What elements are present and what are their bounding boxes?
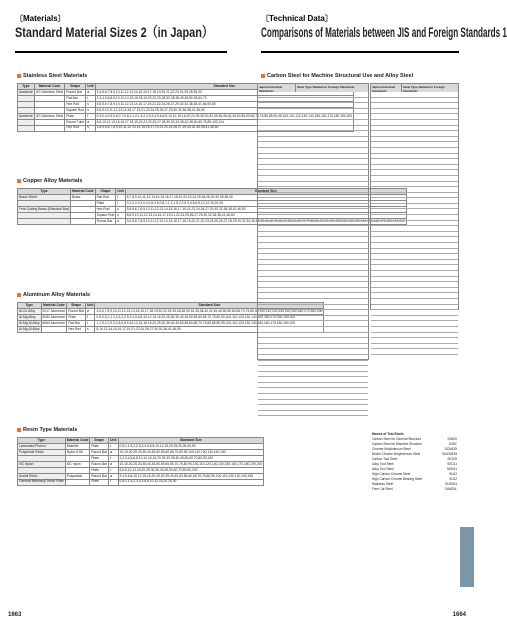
table-cell: Plate: [90, 455, 109, 461]
steel-code: SCM435: [444, 447, 457, 451]
table-cell: Polyamide Resin: [18, 449, 66, 455]
column-header: Type: [18, 189, 71, 195]
column-header: Standard Size: [95, 303, 324, 309]
section-marker-icon: [17, 74, 21, 78]
table-cell: [71, 218, 96, 224]
foreign-header-b: Steel Type Related to Foreign Standards: [403, 85, 445, 93]
table-cell: JIS Stainless Steel: [35, 89, 64, 94]
left-header: [15, 13, 227, 53]
table-cell: Round Bar: [65, 89, 86, 95]
section-heading: [17, 178, 82, 184]
right-header: [261, 13, 507, 53]
table-cell: t: [86, 113, 95, 119]
table-cell: s: [86, 326, 95, 332]
column-header: Standard Size: [95, 84, 354, 90]
table-cell: ø: [116, 218, 125, 224]
steel-name: Nickel Chrome Molybdenum Steel: [372, 452, 421, 456]
standard-size-cell: 0.5,0.8,1,1.2,1.5,2,2.5,3,4,5,6,8,10,12,15,16,20,25,30,35,40,45,50,55,60,65,70,75,80,90,100,110,120,130,140,150,160,170,180,190,200: [95, 314, 324, 320]
table-cell: Free-Cutting Brass (Extruded Bar): [19, 206, 70, 211]
standard-size-cell: 5,5.5,6,7,8,9,10,11,12,13,14,16,17,19,21,22,24,26,27,29,30,32,36,38,41,46,50,55: [95, 101, 354, 107]
table-cell: [18, 218, 71, 224]
steel-code: SUJ2: [449, 477, 457, 481]
table-cell: ø: [109, 461, 118, 467]
steel-name: Carbon Tool Steel: [372, 457, 398, 461]
standard-size-cell: 0.5,1,1.5,2,2.5,3,4,5,6,8,10,12,15,20,25,30,35,40,50: [118, 443, 264, 449]
table-cell: Flat Bar: [67, 320, 86, 326]
table-cell: s: [116, 206, 125, 212]
column-header: Material Code: [41, 303, 67, 309]
table-cell: Hex Rod: [65, 101, 86, 107]
test-steels-title: Names of Test Steels: [372, 432, 404, 436]
standard-size-cell: 6,8,10,12,13,15,16,17,18,19,20,21,22,25,27,28,30,32,34,38,42,48,50,60,76,89,102,114: [95, 119, 354, 125]
jis-header-a: Japan Industrial Standards: [258, 84, 296, 92]
table-cell: t: [109, 479, 118, 485]
size-table: [17, 437, 264, 486]
column-header: Type: [18, 303, 42, 309]
comparison-table-a: [257, 83, 369, 360]
table-cell: 5052 Aluminum: [42, 314, 66, 319]
steel-name: Free Cut Steel: [372, 487, 393, 491]
table-cell: [65, 479, 90, 485]
right-page: [237, 0, 507, 632]
steel-name: Carbon Steel for General Structure: [372, 437, 422, 441]
steel-name: Alloy Tool Steel: [372, 462, 394, 466]
standard-size-cell: 10,15,20,25,30,35,40,45,50,55,60,65,70,75,80,90,100,110,120,130,140,150,160,170,180,190,200: [119, 461, 263, 466]
table-cell: Laminated Phenol: [18, 443, 66, 449]
table-cell: MC nylon: [65, 461, 90, 467]
steel-code: SUM24L: [444, 487, 457, 491]
steel-name: Alloy Tool Steel: [372, 467, 394, 471]
test-steels-rows: [372, 437, 457, 492]
table-cell: t: [109, 443, 118, 449]
column-header: Material Code: [72, 188, 94, 193]
table-cell: ø: [86, 89, 95, 95]
steel-code: SKD61: [446, 467, 457, 471]
steel-code: SUJ2: [449, 472, 457, 476]
standard-size-cell: 6,7,8,9,10,11,12,13,14,15,16,17,18,19,20,22,24,25,26,28,30,32,35,38,40: [125, 194, 406, 200]
column-header: Type: [18, 438, 66, 444]
column-header: Unit: [110, 437, 117, 442]
table-cell: MC Nylon: [18, 461, 66, 467]
table-cell: Al-Mg Alloy: [18, 314, 42, 320]
table-cell: Hex Rod: [65, 125, 86, 131]
steel-name: High Carbon Chrome Steel: [372, 472, 411, 476]
steel-name: Chrome Molybdenum Steel: [372, 447, 411, 451]
table-row: [371, 349, 458, 355]
steel-name: High Carbon Chrome Bearing Steel: [372, 477, 423, 481]
section-heading: [17, 427, 77, 433]
table-cell: Round Bar: [91, 449, 108, 454]
standard-size-cell: 3,4,5,6,8,10,12,15,16,20,25,30,35,40,45,50,55,60,65,70,75,80,90,100,110,120,130,140,150: [118, 473, 264, 479]
table-cell: JIS Stainless Steel: [35, 113, 64, 118]
test-steels-list: [372, 432, 457, 492]
table-row: [258, 411, 368, 417]
table-cell: Round Bar: [95, 218, 116, 224]
standard-size-cell: 8,10,13,14,15,16,17,19,21,22,24,26,27,30,32,36,41,46,50: [95, 326, 324, 332]
standard-size-cell: 4,5,6,7,8,9,10,11,12,13,14,15,16,17,18,19,20,22,24,25,26,28,30,32,35,38,40,42,45,48,50,55,60,65,70,75,80,90,100,110,120,130,140,150,160,170,180,200: [96, 308, 323, 313]
steel-code: S45C: [449, 442, 457, 446]
section-heading: [17, 292, 90, 298]
right-page-title: Comparisons of Materials between JIS and Foreign Standards 1: [261, 24, 507, 40]
table-cell: 2017 Aluminum: [42, 308, 66, 313]
table-cell: 6063 Aluminum: [42, 320, 66, 325]
table-cell: Nylon 6·66: [65, 449, 90, 455]
standard-size-cell: 1,1.5,2,2.5,3,4,5,6,8,9,10,12,15,16,19,20,25,30,35,40,45,50,55,60,65,70,75,80,85,90,95,100,110,120,130,140,150,160,170,180,190,200: [95, 320, 324, 326]
table-cell: t: [116, 194, 125, 200]
steel-code: SKD11: [447, 462, 457, 466]
table-cell: ø: [86, 119, 95, 125]
table-cell: ø: [109, 449, 118, 455]
table-cell: Square Rod: [96, 212, 115, 217]
standard-size-cell: 1,2,3,4,5,6,8,10,12,15,16,20,25,30,35,40,45,50,60,70,80,90,100: [118, 455, 264, 461]
column-header: Shape: [95, 189, 116, 195]
table-cell: Plate: [90, 467, 109, 473]
column-header: Unit: [87, 302, 94, 307]
table-cell: Plate: [67, 314, 86, 320]
table-cell: s: [86, 125, 95, 131]
table-cell: Plate: [90, 479, 109, 485]
table-cell: General Methacryl Resin Plate: [19, 479, 64, 484]
chapter-index-tab[interactable]: [460, 527, 474, 587]
list-item: [372, 487, 457, 492]
table-cell: t: [86, 314, 95, 320]
left-category: 〔Materials〕: [15, 14, 66, 23]
comparison-table-b: [370, 83, 459, 310]
column-header: Standard Size: [118, 438, 264, 444]
standard-size-cell: 5,6,8,10,12,15,20,25,30,35,40,45,50,60,70,80,90,100: [118, 467, 264, 473]
standard-size-cell: 0.3,0.4,0.5,0.6,0.7,0.8,1,1.2,1.5,2,2.5,3,4,5,6,8,9,10,12,15,16,20,22,25,28,30,32,35,36,38,40,45,50,55,60,65,70,75,80,85,90,95,100,110,120,130,140,150,160,170,180,190,200: [96, 113, 353, 118]
section-title: Copper Alloy Materials: [23, 178, 83, 184]
table-cell: ø: [86, 308, 95, 314]
standard-size-cell: 0.8,1,1.5,2,3,4,5,6,8,10,12,15,20,25,30: [118, 479, 264, 485]
comparison-table-b-header: [371, 84, 458, 92]
column-header: Type: [18, 84, 35, 90]
standard-size-cell: 0.1,0.2,0.3,0.4,0.5,0.6,0.8,1,1.2,1.5,2,2.5,3,4,5,6,8,10,12,15,20,25: [125, 200, 406, 206]
table-cell: Brass: [71, 194, 96, 200]
standard-size-cell: 3,4,5,6,7,8,9,10,11,12,13,14,15,16,17,18,19,20,21,22,23,24,25,26,28,30: [95, 89, 354, 95]
table-cell: Al-Cu Alloy: [18, 308, 42, 314]
standard-size-cell: 10,15,20,25,30,35,40,45,50,55,60,65,70,80,90,100,110,120,130,140,150: [118, 449, 264, 455]
standard-size-cell: 3,5,5.5,6,7,8,9,10,11,12,13,14,15,16,17,19,21,22,24,26,27,29,30,32,36,38,41,46,50: [95, 125, 354, 131]
table-cell: Flat Bar: [65, 95, 86, 101]
standard-size-cell: 6,8,9,10,11,12,13,14,16,17,19,21,22,24,25,26,27,29,30,32,36,38,41,46,50: [95, 107, 354, 113]
column-header: Unit: [87, 83, 94, 88]
table-cell: [18, 125, 35, 131]
table-cell: Plate: [95, 200, 116, 206]
section-heading: [17, 73, 87, 79]
section-marker-icon: [17, 179, 21, 183]
column-header: Shape: [90, 438, 109, 444]
table-cell: t: [109, 455, 118, 461]
section-title: Stainless Steel Materials: [23, 73, 88, 79]
column-header: Unit: [117, 188, 124, 193]
table-cell: [41, 326, 67, 332]
comparison-table-a-body: [258, 92, 368, 416]
standard-size-cell: 2,3,4,5,6,8,9,10,12,14,15,16,18,19,20,22,25,28,30,35,38,40,45,50,55,60,70: [95, 95, 354, 101]
table-cell: Hex Rod: [95, 206, 116, 212]
table-cell: Bakelite: [65, 443, 90, 449]
comparison-table-b-body: [371, 92, 458, 355]
section-marker-icon: [261, 74, 265, 78]
table-cell: t: [109, 467, 118, 473]
standard-size-cell: 3,4,5,6,7,8,9,10,11,12,13,14,15,16,17,18,19,20,21,22,23,24,25,26,27,28,29,30,32,34,35,36,38,40,42,45,48,50,55,60,65,70,75,80,85,90,95,100,105,110,120,130,140,150,160,170,180,190,200: [126, 218, 405, 223]
left-page-title: Standard Material Sizes 2（in Japan）: [15, 24, 213, 40]
table-cell: Hex Rod: [67, 326, 86, 332]
column-header: Standard Size: [125, 189, 406, 195]
table-cell: Round Bar: [68, 308, 85, 313]
table-cell: s: [86, 107, 95, 113]
left-page-number: 1663: [8, 612, 22, 618]
steel-code: SNCM439: [442, 452, 457, 456]
table-cell: Plate: [65, 113, 86, 119]
steel-code: SUS304: [445, 482, 457, 486]
standard-size-cell: 6,8,9,10,11,12,13,14,16,17,19,21,22,24,25,26,27,29,30,32,36,38,41,46,50: [125, 212, 406, 218]
table-cell: Al-Mg-Si Alloy: [19, 320, 40, 325]
steel-name: Stainless Steel: [372, 482, 394, 486]
steel-name: Carbon Steel for Machine Structure: [372, 442, 422, 446]
table-cell: Brass Sheet: [18, 194, 71, 200]
table-cell: Austenite: [19, 113, 33, 118]
comparison-table-a-header: [258, 84, 368, 92]
table-cell: s: [116, 212, 125, 218]
table-cell: Plate: [90, 443, 109, 449]
table-cell: Round Tube: [66, 119, 85, 124]
table-cell: t: [86, 320, 95, 326]
standard-size-cell: 5,5.5,6,7,8,9,10,11,12,13,14,15,16,17,19,21,22,24,26,27,29,30,32,36,38,41,46,50: [125, 206, 406, 212]
table-cell: Flat Rod: [95, 194, 116, 200]
table-cell: Square Rod: [66, 107, 84, 112]
table-cell: Al-Mg-Si Alloy: [19, 326, 40, 331]
right-page-number: 1664: [452, 612, 466, 618]
table-cell: Round Bar: [91, 473, 108, 478]
section-marker-icon: [17, 428, 21, 432]
table-cell: Polyacetal: [65, 473, 90, 479]
steel-code: SS400: [447, 437, 457, 441]
table-cell: t: [116, 200, 125, 206]
table-row: [18, 479, 264, 485]
table-cell: Acetal Resin: [18, 473, 66, 479]
section-marker-icon: [17, 293, 21, 297]
section-title: Resin Type Materials: [23, 427, 78, 433]
section-title: Aluminum Alloy Materials: [23, 292, 91, 298]
right-section-heading: [261, 73, 413, 79]
jis-header-b: Japan Industrial Standards: [371, 84, 402, 92]
column-header: Material Code: [34, 84, 65, 90]
foreign-header-a: Steel Type Related to Foreign Standards: [297, 85, 355, 89]
table-cell: Austenite: [19, 89, 33, 94]
table-cell: [34, 125, 65, 131]
table-cell: s: [86, 101, 95, 107]
table-cell: t: [86, 95, 95, 101]
table-cell: ø: [109, 473, 118, 479]
column-header: Shape: [65, 84, 86, 90]
steel-code: SK105: [447, 457, 457, 461]
right-category: 〔Technical Data〕: [261, 14, 333, 23]
right-section-title: Carbon Steel for Machine Structural Use and Alloy Steel: [267, 73, 414, 79]
column-header: Shape: [67, 303, 86, 309]
table-cell: Round Bar: [91, 461, 108, 466]
column-header: Material Code: [66, 437, 89, 442]
